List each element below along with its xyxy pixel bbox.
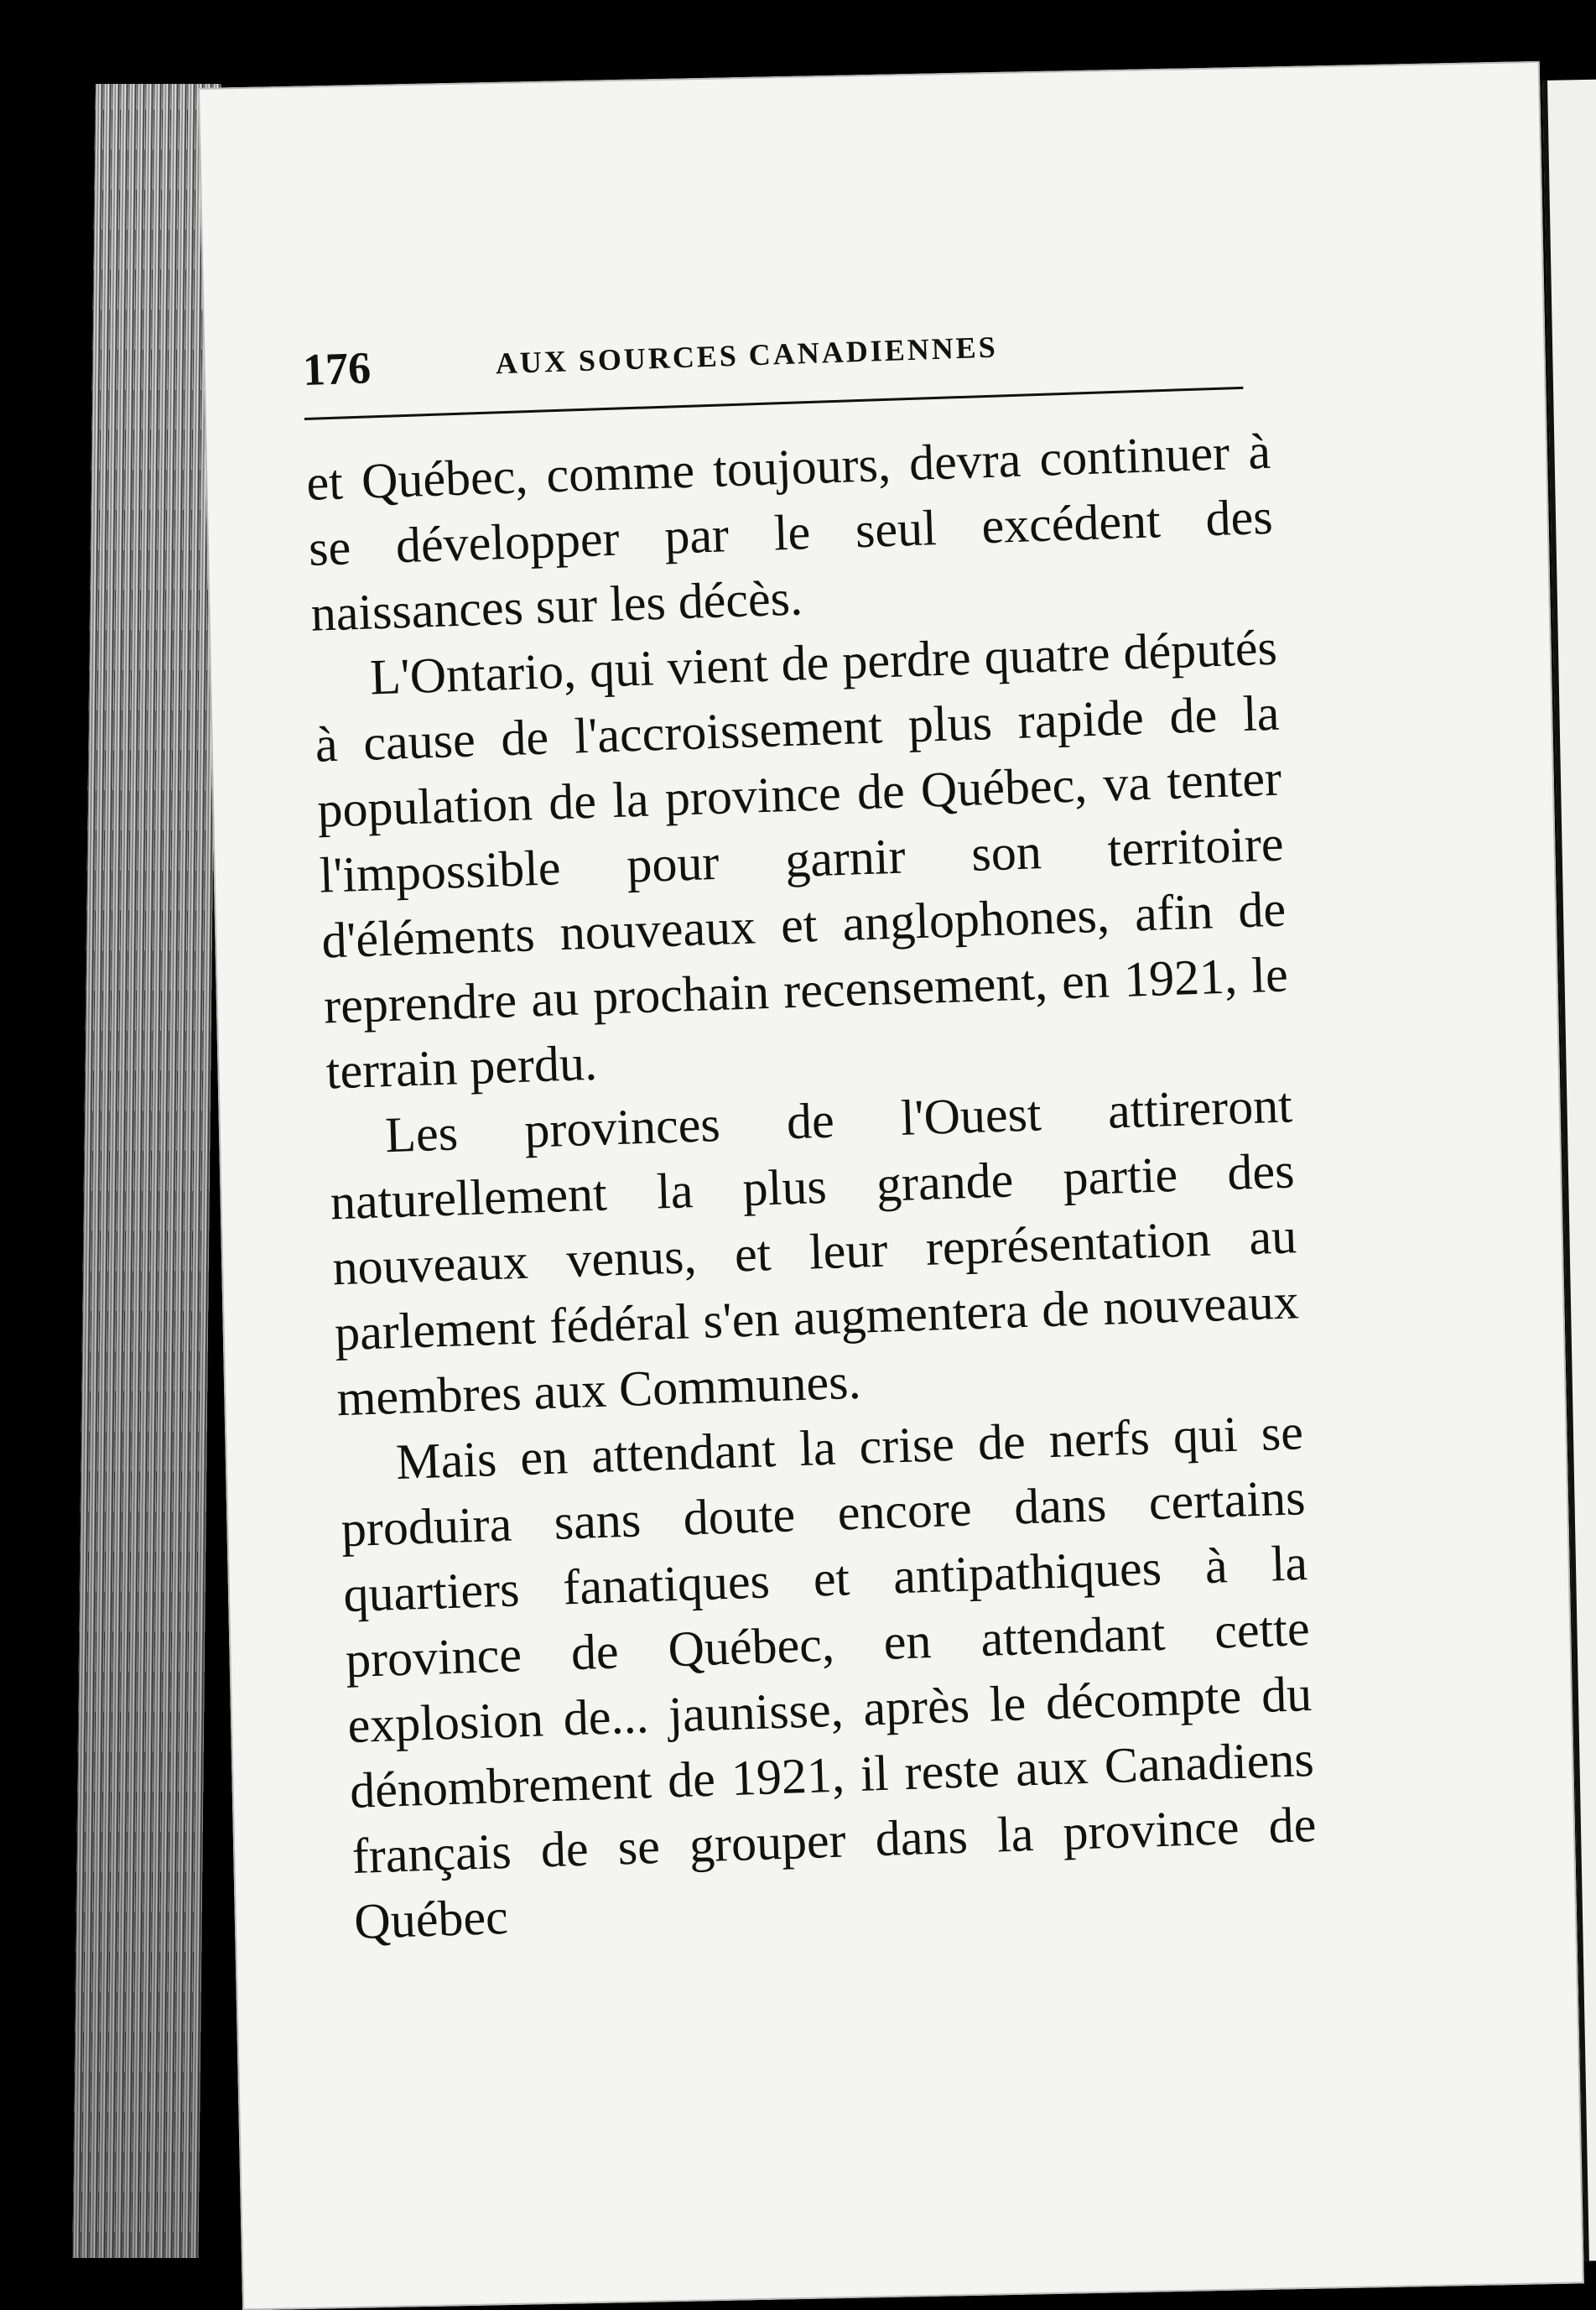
page-number: 176 (302, 342, 372, 395)
body-text (305, 419, 1319, 1954)
running-title: AUX SOURCES CANADIENNES (495, 330, 999, 381)
page-content (302, 312, 1328, 1954)
paragraph: L'Ontario, qui vient de perdre quatre députés à cause de l'accroissement plus rapide de la population de la province de Québec, va tenter l'impossible pour garnir son territoire d'éléments nouveaux et anglophones, afin de reprendre au prochain recensement, en 1921, le terrain perdu. (314, 619, 1289, 1100)
page-edges (72, 84, 221, 2258)
paragraph: Les provinces de l'Ouest attireront naturellement la plus grande partie des nouveaux venus, et leur représentation au parlement fédéral s'en augmentera de nouveaux membres aux Communes. (329, 1077, 1300, 1427)
paragraph: Mais en attendant la crise de nerfs qui se produira sans doute encore dans certains quartiers fanatiques et antipathiques à la province de Québec, en attendant cette explosion de... jaunisse, après le décompte du dénombrement de 1921, il reste aux Canadiens français de se grouper dans la province de Québec (340, 1404, 1318, 1949)
paragraph: et Québec, comme toujours, devra continuer à se développer par le seul excédent des naissances sur les décès. (305, 423, 1274, 642)
